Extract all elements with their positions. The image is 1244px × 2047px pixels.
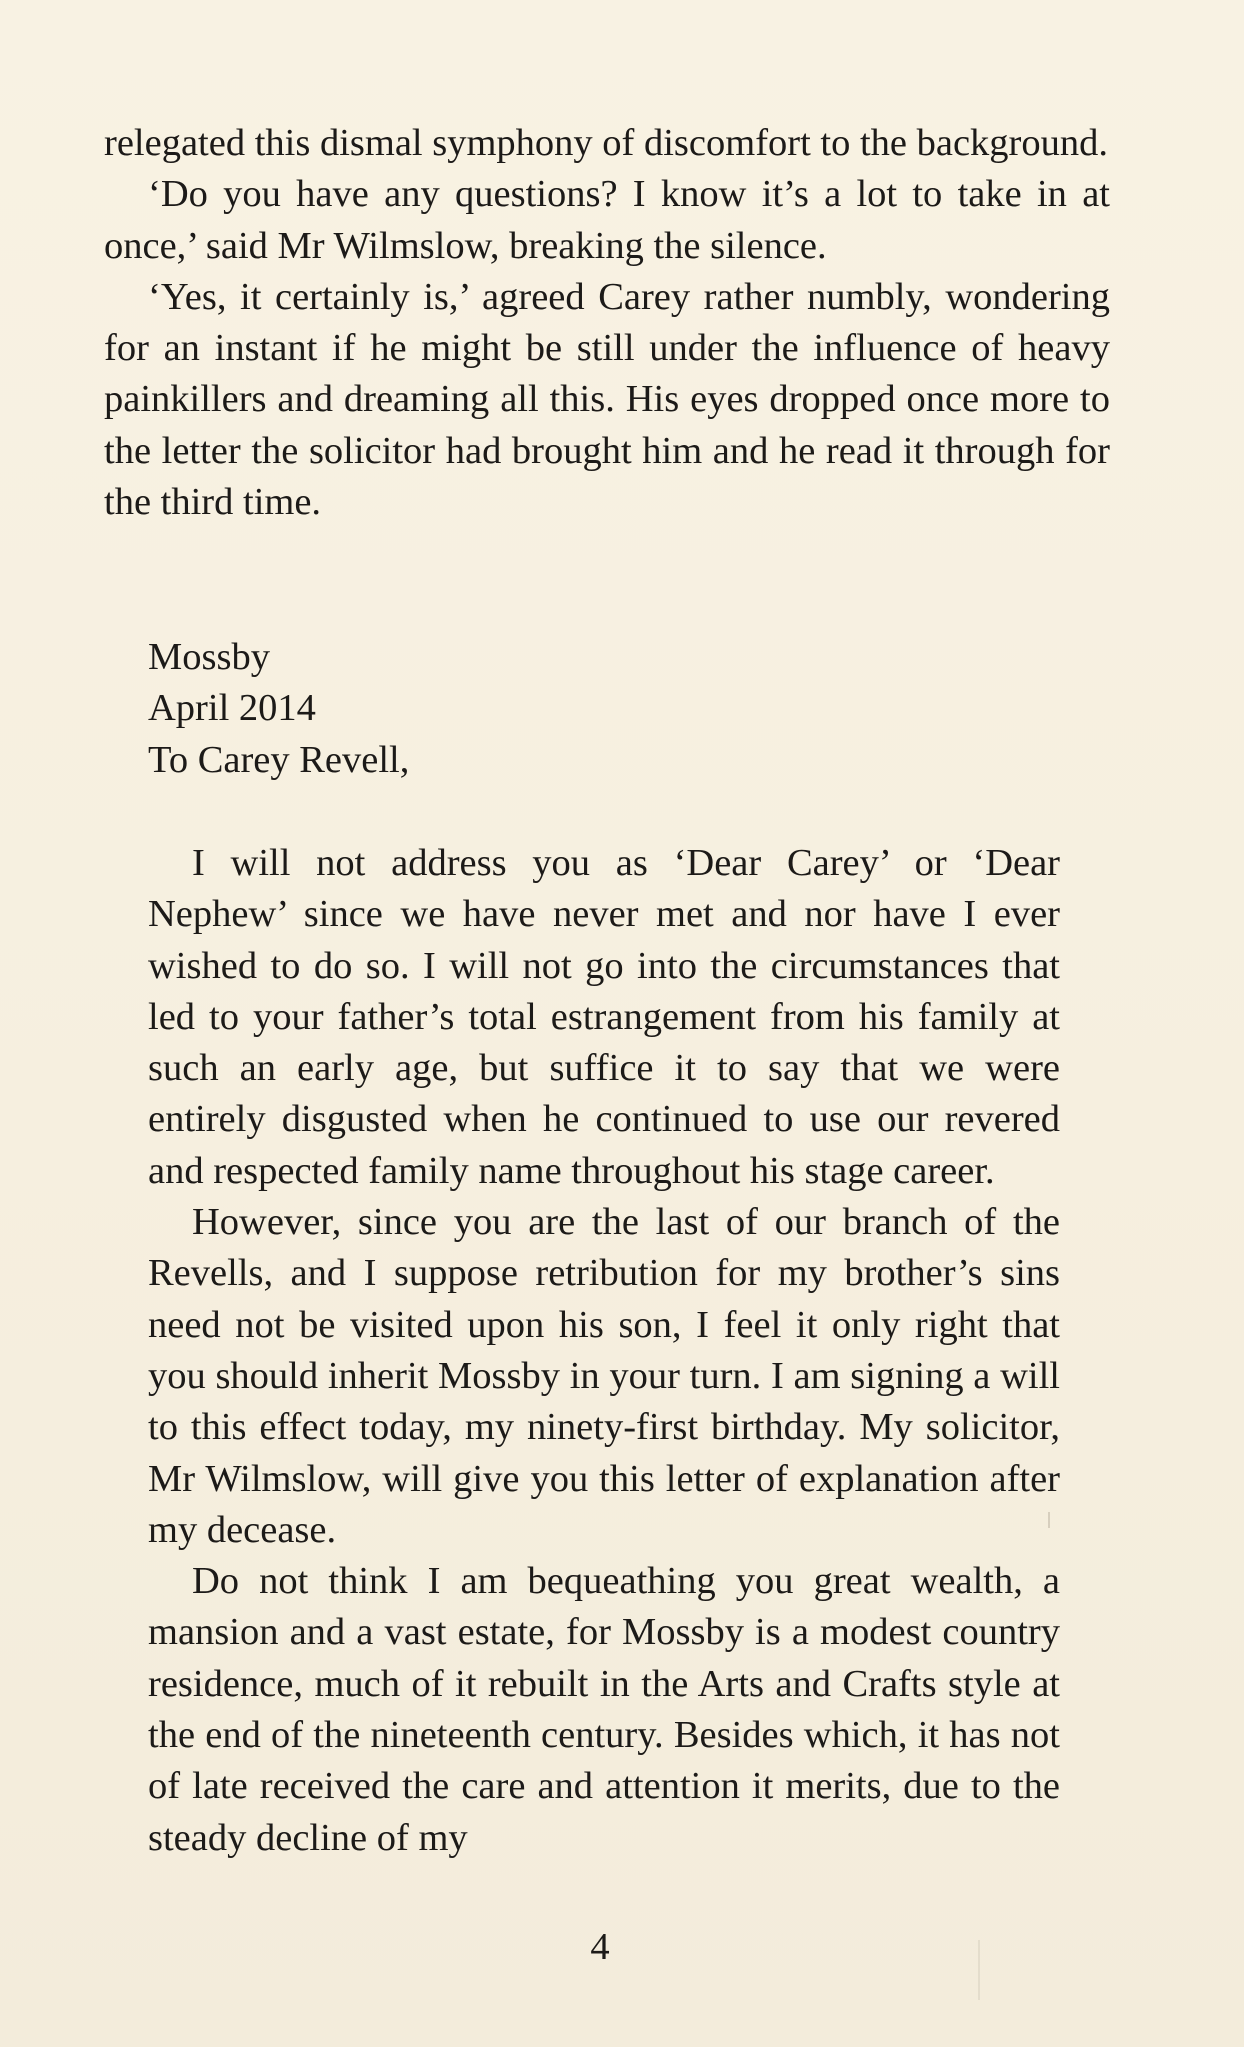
paper-speck	[1048, 1512, 1050, 1528]
narrative-paragraph-2: ‘Do you have any questions? I know it’s a lot to take in at once,’ said Mr Wilmslow, breaking the silence.	[104, 173, 1110, 267]
narrative-text	[104, 118, 1110, 528]
paper-speck	[978, 1940, 980, 2000]
letter-paragraph-2: However, since you are the last of our branch of the Revells, and I suppose retribution for my brother’s sins need not be visited upon his son, I feel it only right that you should inherit Mossby in your turn. I am signing a will to this effect today, my ninety-first birthday. My solicitor, Mr Wilmslow, will give you this letter of explanation after my decease.	[148, 1201, 1060, 1551]
letter-place: Mossby	[148, 636, 270, 678]
page-number: 4	[590, 1926, 610, 1968]
letter-paragraph-3: Do not think I am bequeathing you great wealth, a mansion and a vast estate, for Mossby is a modest country residence, much of it rebuilt in the Arts and Crafts style at the end of the nineteenth century. Besides which, it has not of late received the care and attention it merits, due to the steady decline of my	[148, 1560, 1060, 1859]
letter-paragraph-1: I will not address you as ‘Dear Carey’ or ‘Dear Nephew’ since we have never met and nor have I ever wished to do so. I will not go into the circumstances that led to your father’s total estrangement from his family at such an early age, but suffice it to say that we were entirely disgusted when he continued to use our revered and respected family name throughout his stage career.	[148, 842, 1060, 1192]
letter-header	[148, 632, 748, 786]
narrative-paragraph-1: relegated this dismal symphony of discomfort to the background.	[104, 122, 1109, 164]
letter-date: April 2014	[148, 687, 316, 730]
letter-addressee: To Carey Revell,	[148, 738, 410, 781]
narrative-paragraph-3: ‘Yes, it certainly is,’ agreed Carey rather numbly, wondering for an instant if he might be still under the influence of heavy painkillers and dreaming all this. His eyes dropped once more to the letter the solicitor had brought him and he read it through for the third time.	[104, 275, 1110, 524]
letter-body	[148, 838, 1060, 1864]
